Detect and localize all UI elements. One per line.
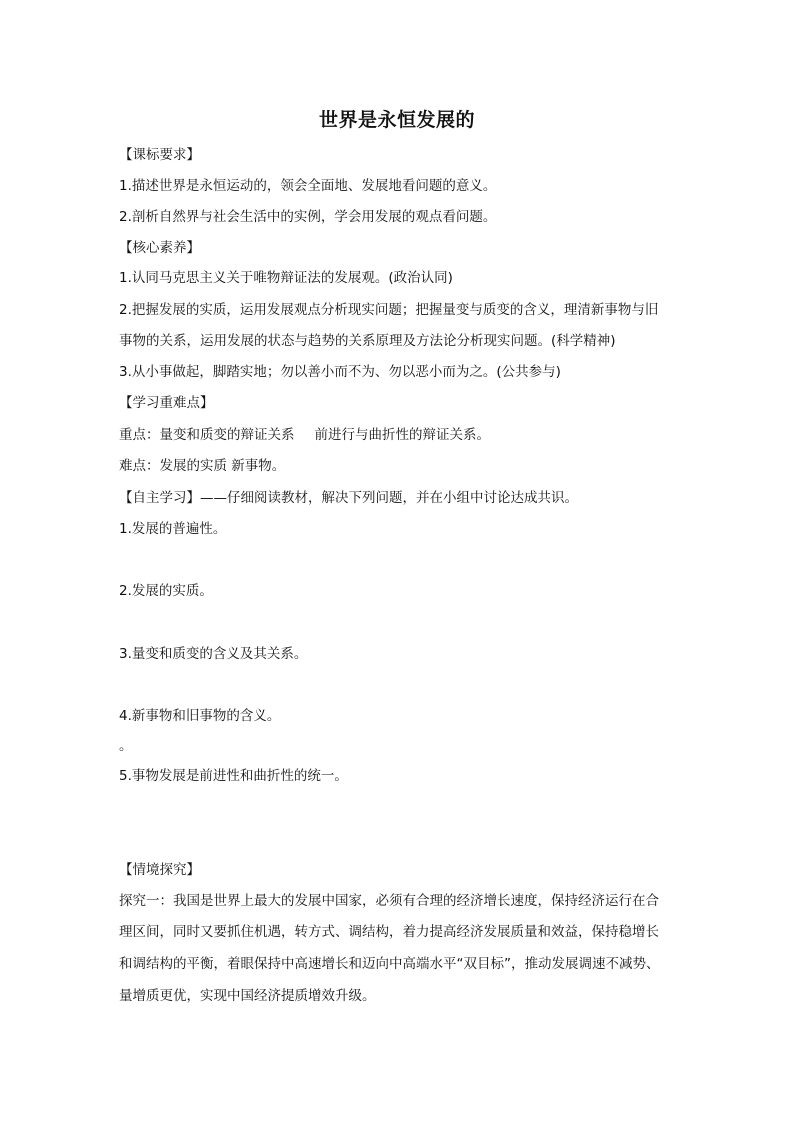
literacy-item-2: 2.把握发展的实质，运用发展观点分析现实问题；把握量变与质变的含义，理清新事物与旧	[119, 302, 659, 318]
inquiry-line-2: 理区间，同时又要抓住机遇，转方式、调结构，着力提高经济发展质量和效益，保持稳增长	[119, 924, 659, 940]
literacy-item-2-cont: 事物的关系，运用发展的状态与趋势的关系原理及方法论分析现实问题。(科学精神)	[119, 333, 616, 349]
inquiry-heading: 【情境探究】	[119, 862, 200, 878]
focus-label: 重点：量变和质变的辩证关系	[119, 427, 295, 443]
key-points-heading: 【学习重难点】	[119, 395, 214, 411]
standards-item-1: 1.描述世界是永恒运动的，领会全面地、发展地看问题的意义。	[119, 178, 497, 194]
self-study-heading: 【自主学习】——仔细阅读教材，解决下列问题，并在小组中讨论达成共识。	[119, 490, 578, 506]
self-study-item-4: 4.新事物和旧事物的含义。	[119, 708, 281, 724]
document-title: 世界是永恒发展的	[318, 109, 475, 131]
inquiry-line-1: 探究一：我国是世界上最大的发展中国家，必须有合理的经济增长速度，保持经济运行在合	[119, 893, 659, 909]
self-study-stray-mark: 。	[119, 738, 133, 754]
focus-extra: 前进行与曲折性的辩证关系。	[314, 427, 490, 443]
inquiry-line-3: 和调结构的平衡，着眼保持中高速增长和迈向中高端水平“双目标”，推动发展调速不减势、	[119, 956, 660, 972]
self-study-item-2: 2.发展的实质。	[119, 583, 213, 599]
standards-item-2: 2.剖析自然界与社会生活中的实例，学会用发展的观点看问题。	[119, 209, 497, 225]
literacy-heading: 【核心素养】	[119, 240, 200, 256]
key-points-focus	[119, 425, 490, 445]
self-study-item-3: 3.量变和质变的含义及其关系。	[119, 646, 308, 662]
self-study-item-1: 1.发展的普遍性。	[119, 521, 227, 537]
inquiry-line-4: 量增质更优，实现中国经济提质增效升级。	[119, 988, 376, 1004]
literacy-item-1: 1.认同马克思主义关于唯物辩证法的发展观。(政治认同)	[119, 270, 453, 286]
self-study-item-5: 5.事物发展是前进性和曲折性的统一。	[119, 768, 348, 784]
key-points-difficulty: 难点：发展的实质 新事物。	[119, 458, 286, 474]
literacy-item-3: 3.从小事做起，脚踏实地；勿以善小而不为、勿以恶小而为之。(公共参与)	[119, 364, 561, 380]
standards-heading: 【课标要求】	[119, 147, 200, 163]
